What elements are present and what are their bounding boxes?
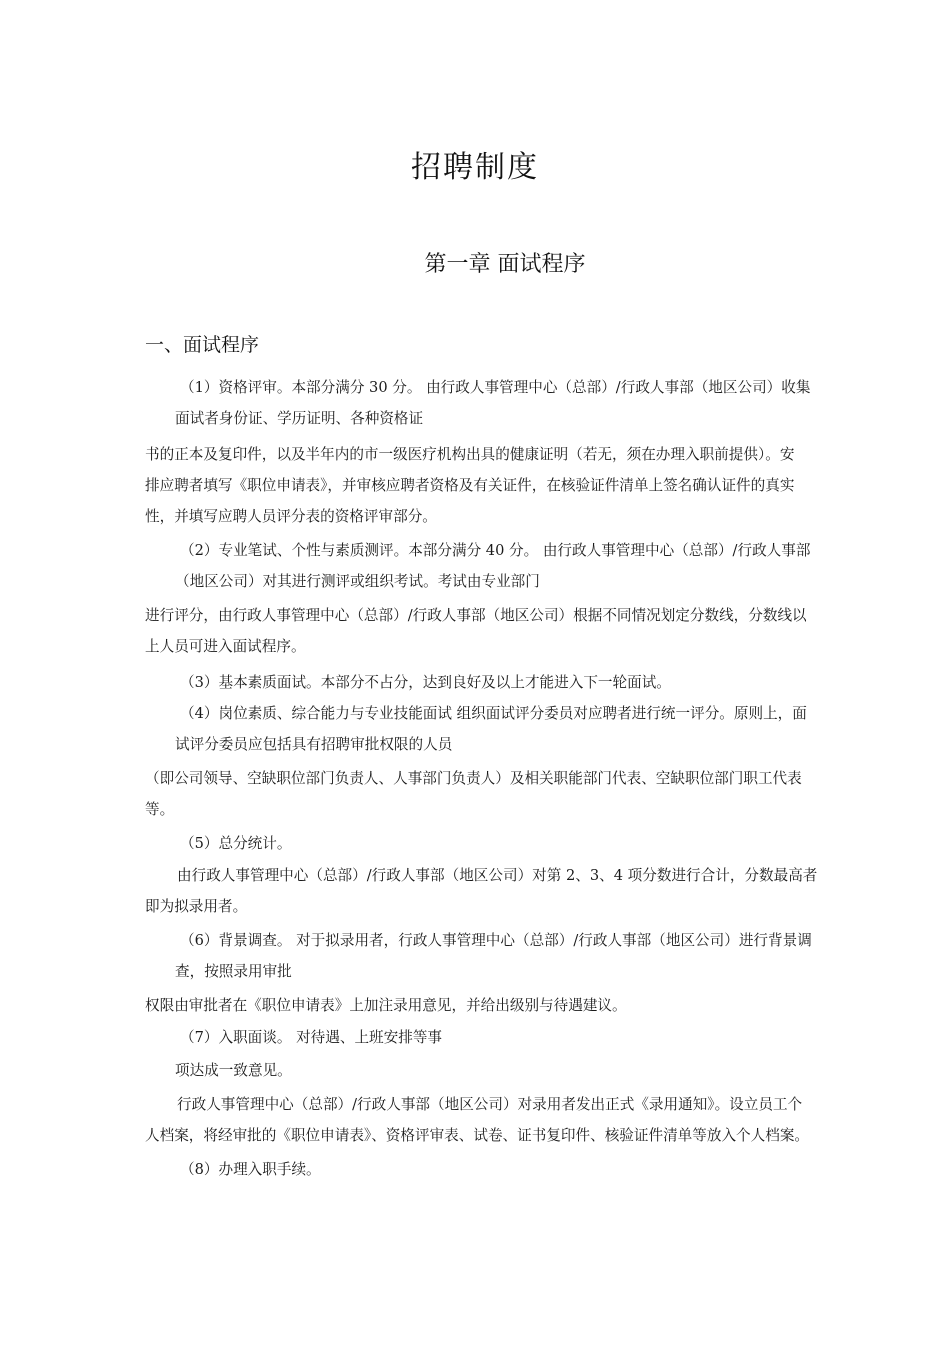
paragraph-line: 行政人事管理中心（总部）/行政人事部（地区公司）对录用者发出正式《录用通知》。设立员工个 [177, 1096, 803, 1113]
paragraph-line: （即公司领导、空缺职位部门负责人、人事部门负责人）及相关职能部门代表、空缺职位部门职工代表 [145, 770, 802, 787]
paragraph-line: （6）背景调查。 对于拟录用者，行政人事管理中心（总部）/行政人事部（地区公司）进行背景调 [180, 932, 812, 949]
paragraph-line: 排应聘者填写《职位申请表》，并审核应聘者资格及有关证件，在核验证件清单上签名确认证件的真实 [145, 477, 795, 494]
paragraph-line: （5）总分统计。 [180, 835, 292, 852]
section-heading: 一、面试程序 [145, 334, 260, 356]
paragraph-line: （7）入职面谈。 对待遇、上班安排等事 [180, 1029, 443, 1046]
paragraph-line: 即为拟录用者。 [145, 898, 248, 915]
document-title: 招聘制度 [411, 150, 539, 185]
paragraph-line: （3）基本素质面试。本部分不占分，达到良好及以上才能进入下一轮面试。 [180, 674, 671, 691]
paragraph-line: （地区公司）对其进行测评或组织考试。考试由专业部门 [175, 573, 540, 590]
paragraph-line: 等。 [145, 801, 175, 818]
paragraph-line: （8）办理入职手续。 [180, 1161, 321, 1178]
paragraph-line: （2）专业笔试、个性与素质测评。本部分满分 40 分。 由行政人事管理中心（总部）/行政人事部 [180, 542, 811, 559]
paragraph-line: 查，按照录用审批 [175, 963, 292, 980]
paragraph-line: 人档案，将经审批的《职位申请表》、资格评审表、试卷、证书复印件、核验证件清单等放入个人档案。 [145, 1127, 810, 1144]
paragraph-line: 由行政人事管理中心（总部）/行政人事部（地区公司）对第 2、3、4 项分数进行合计，分数最高者 [177, 867, 818, 884]
paragraph-line: （4）岗位素质、综合能力与专业技能面试 组织面试评分委员对应聘者进行统一评分。原则上，面 [180, 705, 807, 722]
paragraph-line: 进行评分，由行政人事管理中心（总部）/行政人事部（地区公司）根据不同情况划定分数线，分数线以 [145, 607, 807, 624]
paragraph-line: （1）资格评审。本部分满分 30 分。 由行政人事管理中心（总部）/行政人事部（地区公司）收集 [180, 379, 811, 396]
paragraph-line: 项达成一致意见。 [175, 1062, 292, 1079]
paragraph-line: 上人员可进入面试程序。 [145, 638, 306, 655]
chapter-heading: 第一章 面试程序 [424, 252, 586, 277]
paragraph-line: 性，并填写应聘人员评分表的资格评审部分。 [145, 508, 437, 525]
paragraph-line: 书的正本及复印件，以及半年内的市一级医疗机构出具的健康证明（若无，须在办理入职前提供）。安 [145, 446, 795, 463]
paragraph-line: 试评分委员应包括具有招聘审批权限的人员 [175, 736, 453, 753]
paragraph-line: 面试者身份证、学历证明、各种资格证 [175, 410, 424, 427]
paragraph-line: 权限由审批者在《职位申请表》上加注录用意见，并给出级别与待遇建议。 [145, 997, 627, 1014]
